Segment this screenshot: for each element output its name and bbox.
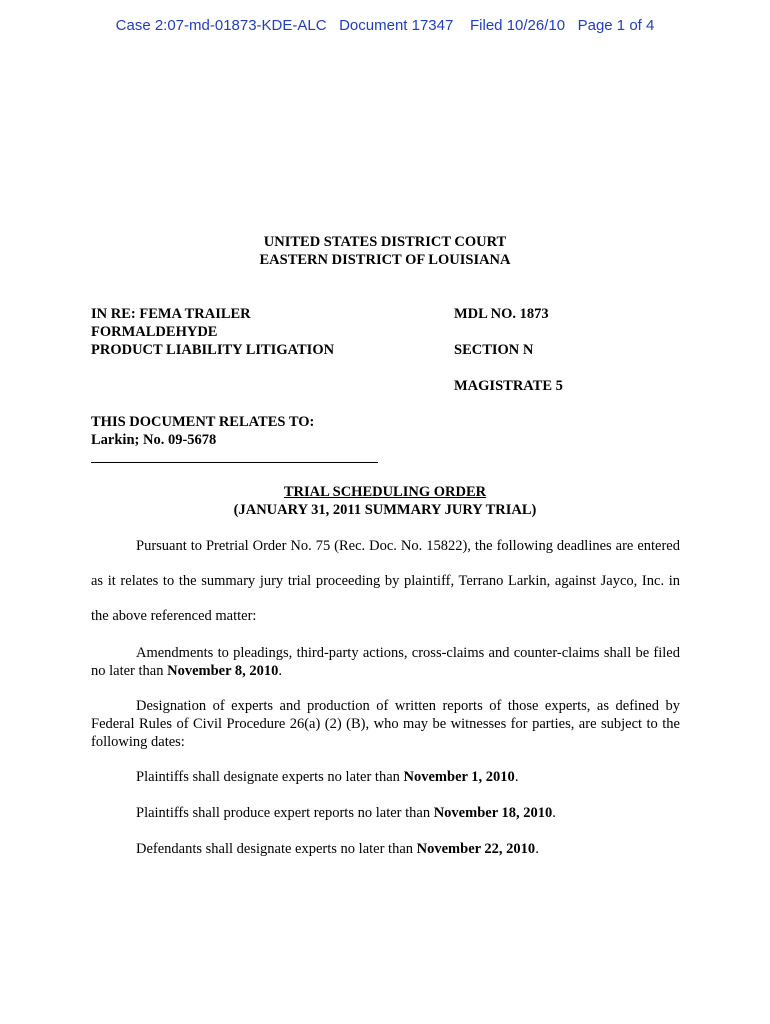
magistrate-label: MAGISTRATE 5	[454, 378, 563, 394]
order-title-line-2: (JANUARY 31, 2011 SUMMARY JURY TRIAL)	[233, 502, 537, 518]
amendments-date: November 8, 2010	[167, 663, 279, 679]
filed-date: Filed 10/26/10	[470, 17, 566, 34]
filing-header	[0, 17, 770, 34]
experts-paragraph: Designation of experts and production of written reports of those experts, as defined by Federal Rules of Civil Procedure 26(a) (2) (B), who may be witnesses for parties, are subject to the following dates:	[91, 698, 680, 750]
court-heading	[0, 233, 770, 269]
order-title	[0, 483, 770, 519]
caption-line-3: PRODUCT LIABILITY LITIGATION	[91, 342, 335, 358]
signature-rule	[91, 462, 378, 463]
deadline-item: Plaintiffs shall designate experts no later than November 1, 2010.	[136, 769, 519, 785]
amendments-paragraph: Amendments to pleadings, third-party actions, cross-claims and counter-claims shall be filed no later than November 8, 2010.	[91, 645, 680, 679]
amendments-text: Amendments to pleadings, third-party actions, cross-claims and counter-claims shall be filed no later than	[91, 645, 680, 679]
deadline-date: November 18, 2010	[433, 805, 553, 821]
deadline-item: Plaintiffs shall produce expert reports no later than November 18, 2010.	[136, 805, 556, 821]
relates-block	[91, 413, 314, 449]
case-number: Case 2:07-md-01873-KDE-ALC	[115, 17, 327, 34]
page-number: Page 1 of 4	[577, 17, 655, 34]
section-label: SECTION N	[454, 342, 534, 358]
relates-heading: THIS DOCUMENT RELATES TO:	[91, 414, 315, 430]
order-title-line-1: TRIAL SCHEDULING ORDER	[283, 484, 487, 500]
document-number: Document 17347	[339, 17, 454, 34]
intro-paragraph: Pursuant to Pretrial Order No. 75 (Rec. Doc. No. 15822), the following deadlines are entered as it relates to the summary jury trial proceeding by plaintiff, Terrano Larkin, against Jayco, Inc. in the above referenced matter:	[91, 538, 680, 624]
mdl-number: MDL NO. 1873	[454, 306, 549, 322]
caption-left	[91, 305, 334, 359]
deadline-item: Defendants shall designate experts no later than November 22, 2010.	[136, 841, 539, 857]
case-reference: Larkin; No. 09-5678	[91, 432, 217, 448]
deadline-date: November 1, 2010	[403, 769, 515, 785]
court-district: EASTERN DISTRICT OF LOUISIANA	[259, 252, 511, 268]
caption-line-2: FORMALDEHYDE	[91, 324, 218, 340]
caption-line-1: IN RE: FEMA TRAILER	[91, 306, 251, 322]
court-name: UNITED STATES DISTRICT COURT	[263, 234, 507, 250]
deadline-date: November 22, 2010	[416, 841, 536, 857]
